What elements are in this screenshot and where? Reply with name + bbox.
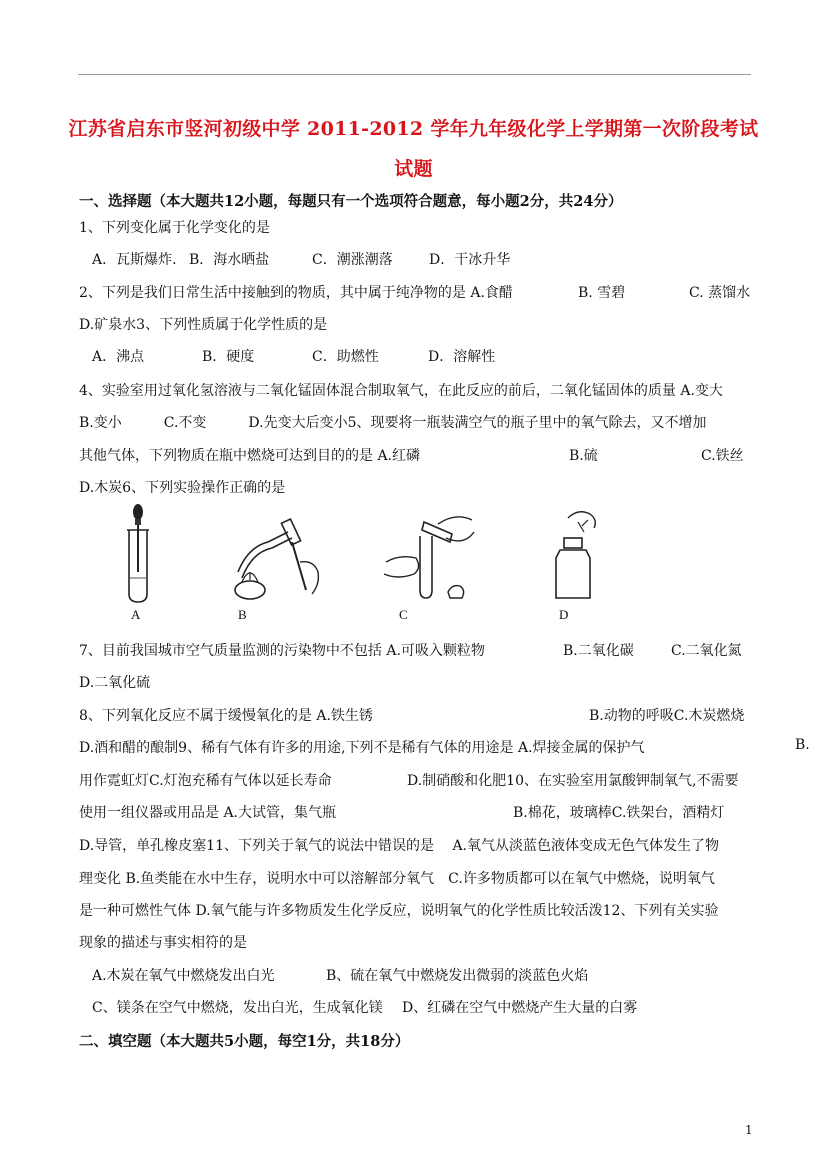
figure-b-heating-tube — [228, 502, 328, 606]
q12-stem: 现象的描述与事实相符的是 — [79, 935, 247, 951]
q11-line-2: 理变化 B.鱼类能在水中生存，说明水中可以溶解部分氧气 C.许多物质都可以在氧气中燃烧，说明氧气 — [79, 871, 715, 887]
q9-q10-line — [79, 770, 759, 790]
q1-option-c: C．潮涨潮落 — [312, 252, 393, 268]
q10-stem: D.制硝酸和化肥10、在实验室用氯酸钾制氧气,不需要 — [407, 773, 739, 789]
figure-a-dropper-in-tube — [118, 502, 158, 606]
q1-option-b: B．海水晒盐 — [189, 252, 270, 268]
q10-d-q11-line: D.导管，单孔橡皮塞11、下列关于氧气的说法中错误的是 A.氧气从淡蓝色液体变成无色气体发生了物 — [79, 838, 719, 854]
title-line-1: 江苏省启东市竖河初级中学 2011-2012 学年九年级化学上学期第一次阶段考试 — [68, 118, 759, 140]
q9-stem: D.酒和醋的酿制9、稀有气体有许多的用途,下列不是稀有气体的用途是 A.焊接金属的保护气 — [79, 740, 645, 756]
q10-line — [79, 802, 759, 822]
q3-option-d: D．溶解性 — [428, 349, 496, 365]
figure-d-smelling-gas — [548, 502, 618, 606]
q8-line — [79, 705, 759, 725]
figure-label-c: C — [399, 607, 408, 622]
q5-option-c: C.铁丝 — [701, 448, 744, 464]
q3-options — [92, 346, 496, 366]
figure-label-a: A — [131, 607, 141, 622]
q7-option-b: B.二氧化碳 — [563, 643, 634, 659]
figure-label-d: D — [559, 607, 569, 622]
q1-option-d: D．干冰升华 — [429, 252, 511, 268]
q12-option-a: A.木炭在氧气中燃烧发出白光 — [92, 968, 275, 984]
q12-options-ab — [92, 965, 589, 985]
section-2-heading: 二、填空题（本大题共5小题，每空1分，共18分） — [79, 1033, 410, 1050]
page-number: 1 — [745, 1123, 753, 1137]
q12-option-c: C、镁条在空气中燃烧，发出白光，生成氧化镁 — [92, 1000, 383, 1016]
section-1-heading: 一、选择题（本大题共12小题，每题只有一个选项符合题意，每小题2分，共24分） — [79, 193, 623, 210]
q7-line — [79, 640, 759, 660]
q11-q12-line: 是一种可燃性气体 D.氧气能与许多物质发生化学反应，说明氧气的化学性质比较活泼12、下列有关实验 — [79, 903, 719, 919]
q5-stem: 其他气体，下列物质在瓶中燃烧可达到目的的是 A.红磷 — [79, 448, 421, 464]
q2-d-q3-stem: D.矿泉水3、下列性质属于化学性质的是 — [79, 317, 328, 333]
q9-options-bc: 用作霓虹灯C.灯泡充稀有气体以延长寿命 — [79, 773, 332, 789]
title-line-2: 试题 — [394, 158, 433, 180]
q12-options-cd — [92, 997, 638, 1017]
q8-stem: 8、下列氧化反应不属于缓慢氧化的是 A.铁生锈 — [79, 708, 373, 724]
q1-option-a: A．瓦斯爆炸. — [92, 252, 177, 268]
q2-stem: 2、下列是我们日常生活中接触到的物质，其中属于纯净物的是 A.食醋 — [79, 285, 513, 301]
q5-d-q6-stem: D.木炭6、下列实验操作正确的是 — [79, 480, 286, 496]
q5-option-b: B.硫 — [569, 448, 598, 464]
q12-option-b: B、硫在氧气中燃烧发出微弱的淡蓝色火焰 — [326, 968, 589, 984]
q1-options — [92, 249, 511, 269]
figure-label-b: B — [238, 607, 247, 622]
q7-stem: 7、目前我国城市空气质量监测的污染物中不包括 A.可吸入颗粒物 — [79, 643, 485, 659]
q8-d-q9-line — [79, 737, 814, 757]
figure-c-pouring-liquid — [376, 502, 480, 606]
q5-line — [79, 445, 759, 465]
q4-q5-line: B.变小 C.不变 D.先变大后变小5、现要将一瓶装满空气的瓶子里中的氧气除去，又不增加 — [79, 415, 707, 431]
header-rule — [78, 74, 751, 75]
q3-option-b: B．硬度 — [202, 349, 255, 365]
q9-option-b-prefix: B. — [795, 737, 810, 753]
q3-option-a: A．沸点 — [92, 349, 145, 365]
q8-options-bc: B.动物的呼吸C.木炭燃烧 — [589, 708, 745, 724]
q2-line — [79, 282, 759, 302]
q12-option-d: D、红磷在空气中燃烧产生大量的白雾 — [402, 1000, 638, 1016]
q2-option-b: B. 雪碧 — [578, 285, 626, 301]
q1-stem: 1、下列变化属于化学变化的是 — [79, 220, 270, 236]
q4-stem: 4、实验室用过氧化氢溶液与二氧化锰固体混合制取氧气，在此反应的前后，二氧化锰固体的质量 A.变大 — [79, 383, 723, 399]
q10-options-bc: B.棉花，玻璃棒C.铁架台，酒精灯 — [513, 805, 725, 821]
q10-option-a: 使用一组仪器或用品是 A.大试管，集气瓶 — [79, 805, 337, 821]
q7-option-c: C.二氧化氮 — [671, 643, 742, 659]
q2-option-c: C. 蒸馏水 — [689, 285, 751, 301]
q7-option-d: D.二氧化硫 — [79, 675, 151, 691]
q3-option-c: C．助燃性 — [312, 349, 379, 365]
